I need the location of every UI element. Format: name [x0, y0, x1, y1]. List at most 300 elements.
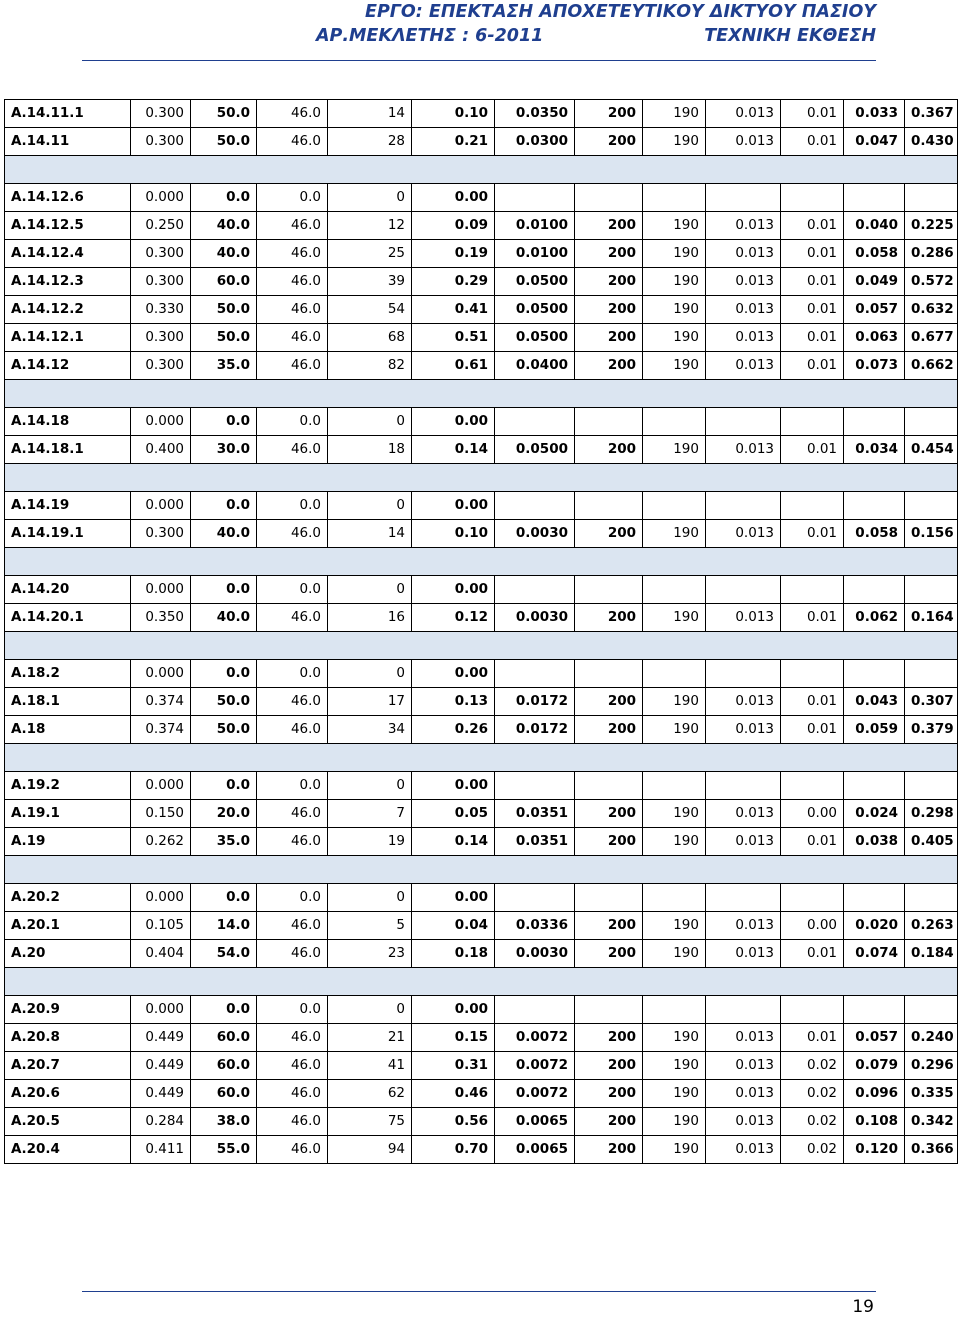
value-cell: 0 — [328, 576, 412, 604]
table-row — [5, 828, 958, 856]
table-row — [5, 604, 958, 632]
table-row — [5, 352, 958, 380]
value-cell: 0.073 — [844, 352, 905, 380]
value-cell: 0.0 — [191, 576, 257, 604]
spacer-cell — [131, 548, 191, 576]
table-row — [5, 772, 958, 800]
value-cell: 0.013 — [706, 1080, 781, 1108]
value-cell — [905, 660, 958, 688]
value-cell — [781, 996, 844, 1024]
value-cell: 0.02 — [781, 1108, 844, 1136]
table-row — [5, 520, 958, 548]
spacer-cell — [412, 464, 495, 492]
spacer-cell — [495, 380, 575, 408]
value-cell: 200 — [575, 352, 643, 380]
spacer-cell — [643, 464, 706, 492]
value-cell: 0.00 — [412, 184, 495, 212]
spacer-cell — [706, 856, 781, 884]
value-cell: 200 — [575, 268, 643, 296]
value-cell: 46.0 — [257, 128, 328, 156]
spacer-row — [5, 856, 958, 884]
table-row — [5, 100, 958, 128]
value-cell: 0.01 — [781, 716, 844, 744]
value-cell: 0.0 — [257, 408, 328, 436]
table-row — [5, 940, 958, 968]
value-cell — [495, 996, 575, 1024]
value-cell — [575, 492, 643, 520]
spacer-cell — [5, 744, 131, 772]
spacer-row — [5, 968, 958, 996]
node-id-cell: Α.14.12.1 — [5, 324, 131, 352]
study-number: ΑΡ.ΜΕΚΛΕΤΗΣ : 6-2011 — [316, 26, 544, 46]
value-cell: 0.0100 — [495, 212, 575, 240]
value-cell — [643, 660, 706, 688]
value-cell: 0.0072 — [495, 1052, 575, 1080]
value-cell: 46.0 — [257, 1080, 328, 1108]
node-id-cell: Α.20.2 — [5, 884, 131, 912]
spacer-row — [5, 548, 958, 576]
value-cell: 0.0500 — [495, 436, 575, 464]
spacer-cell — [905, 464, 958, 492]
spacer-cell — [905, 632, 958, 660]
value-cell: 38.0 — [191, 1108, 257, 1136]
value-cell: 0.00 — [781, 912, 844, 940]
value-cell: 0.374 — [131, 688, 191, 716]
value-cell: 46.0 — [257, 436, 328, 464]
spacer-row — [5, 464, 958, 492]
value-cell: 46.0 — [257, 688, 328, 716]
value-cell: 0.063 — [844, 324, 905, 352]
value-cell: 190 — [643, 1024, 706, 1052]
node-id-cell: Α.14.18.1 — [5, 436, 131, 464]
value-cell: 0.058 — [844, 240, 905, 268]
value-cell: 14 — [328, 520, 412, 548]
value-cell: 62 — [328, 1080, 412, 1108]
value-cell — [575, 884, 643, 912]
node-id-cell: Α.20 — [5, 940, 131, 968]
value-cell: 0.29 — [412, 268, 495, 296]
value-cell: 0.10 — [412, 520, 495, 548]
value-cell: 0.26 — [412, 716, 495, 744]
value-cell: 0.400 — [131, 436, 191, 464]
value-cell: 190 — [643, 128, 706, 156]
spacer-cell — [328, 548, 412, 576]
value-cell: 0 — [328, 884, 412, 912]
value-cell: 0.013 — [706, 296, 781, 324]
value-cell: 0.0072 — [495, 1024, 575, 1052]
value-cell: 0 — [328, 772, 412, 800]
table-row — [5, 184, 958, 212]
value-cell: 46.0 — [257, 716, 328, 744]
value-cell: 39 — [328, 268, 412, 296]
value-cell — [575, 408, 643, 436]
value-cell: 0.02 — [781, 1080, 844, 1108]
value-cell: 46.0 — [257, 828, 328, 856]
value-cell: 0.0500 — [495, 268, 575, 296]
value-cell: 16 — [328, 604, 412, 632]
value-cell — [706, 492, 781, 520]
table-row — [5, 688, 958, 716]
value-cell: 40.0 — [191, 212, 257, 240]
value-cell: 0.000 — [131, 884, 191, 912]
spacer-cell — [5, 548, 131, 576]
spacer-cell — [257, 380, 328, 408]
spacer-cell — [412, 968, 495, 996]
value-cell: 190 — [643, 716, 706, 744]
table-row — [5, 324, 958, 352]
spacer-cell — [643, 744, 706, 772]
spacer-cell — [495, 744, 575, 772]
value-cell: 0.0172 — [495, 716, 575, 744]
value-cell: 190 — [643, 1136, 706, 1164]
spacer-cell — [328, 744, 412, 772]
spacer-cell — [5, 968, 131, 996]
value-cell — [781, 660, 844, 688]
value-cell: 0.013 — [706, 212, 781, 240]
value-cell: 0.034 — [844, 436, 905, 464]
value-cell: 0.120 — [844, 1136, 905, 1164]
spacer-cell — [257, 464, 328, 492]
header-rule — [82, 60, 876, 61]
value-cell: 0.15 — [412, 1024, 495, 1052]
value-cell: 0.013 — [706, 352, 781, 380]
spacer-cell — [575, 744, 643, 772]
value-cell: 0.00 — [412, 492, 495, 520]
spacer-cell — [328, 380, 412, 408]
value-cell: 54.0 — [191, 940, 257, 968]
value-cell: 0.184 — [905, 940, 958, 968]
node-id-cell: Α.14.18 — [5, 408, 131, 436]
value-cell — [905, 492, 958, 520]
value-cell: 200 — [575, 1136, 643, 1164]
table-row — [5, 1024, 958, 1052]
value-cell: 82 — [328, 352, 412, 380]
spacer-cell — [131, 156, 191, 184]
table-row — [5, 884, 958, 912]
value-cell: 0.0 — [191, 492, 257, 520]
table-row — [5, 296, 958, 324]
value-cell: 46.0 — [257, 324, 328, 352]
value-cell: 200 — [575, 100, 643, 128]
value-cell: 46.0 — [257, 1136, 328, 1164]
spacer-cell — [643, 380, 706, 408]
spacer-cell — [575, 380, 643, 408]
value-cell — [706, 660, 781, 688]
value-cell: 0.411 — [131, 1136, 191, 1164]
value-cell: 0.049 — [844, 268, 905, 296]
value-cell: 0.00 — [412, 772, 495, 800]
value-cell: 0.043 — [844, 688, 905, 716]
value-cell: 0.013 — [706, 100, 781, 128]
value-cell — [905, 408, 958, 436]
value-cell: 34 — [328, 716, 412, 744]
spacer-cell — [781, 464, 844, 492]
value-cell: 0.013 — [706, 268, 781, 296]
value-cell: 0.000 — [131, 492, 191, 520]
spacer-cell — [131, 380, 191, 408]
spacer-cell — [495, 156, 575, 184]
value-cell: 0.059 — [844, 716, 905, 744]
value-cell — [905, 884, 958, 912]
node-id-cell: Α.14.12.2 — [5, 296, 131, 324]
value-cell: 0.0 — [257, 660, 328, 688]
value-cell: 0.00 — [412, 408, 495, 436]
value-cell: 190 — [643, 240, 706, 268]
value-cell: 0.70 — [412, 1136, 495, 1164]
value-cell: 0.0 — [191, 184, 257, 212]
value-cell: 46.0 — [257, 296, 328, 324]
node-id-cell: Α.20.7 — [5, 1052, 131, 1080]
spacer-cell — [643, 548, 706, 576]
spacer-cell — [575, 156, 643, 184]
value-cell: 0.01 — [781, 1024, 844, 1052]
value-cell: 0.296 — [905, 1052, 958, 1080]
table-body — [5, 100, 958, 1164]
value-cell: 46.0 — [257, 352, 328, 380]
value-cell: 190 — [643, 520, 706, 548]
node-id-cell: Α.14.11 — [5, 128, 131, 156]
value-cell: 40.0 — [191, 604, 257, 632]
value-cell: 12 — [328, 212, 412, 240]
spacer-cell — [781, 856, 844, 884]
spacer-cell — [131, 744, 191, 772]
value-cell: 200 — [575, 688, 643, 716]
value-cell: 14 — [328, 100, 412, 128]
value-cell: 0.000 — [131, 408, 191, 436]
value-cell: 0.366 — [905, 1136, 958, 1164]
value-cell: 0.02 — [781, 1136, 844, 1164]
value-cell: 0.0500 — [495, 324, 575, 352]
value-cell: 0.09 — [412, 212, 495, 240]
value-cell: 0.0 — [257, 884, 328, 912]
value-cell: 0.330 — [131, 296, 191, 324]
value-cell: 0.300 — [131, 240, 191, 268]
value-cell: 0.00 — [412, 884, 495, 912]
value-cell: 50.0 — [191, 100, 257, 128]
value-cell: 0.013 — [706, 1052, 781, 1080]
value-cell: 68 — [328, 324, 412, 352]
value-cell: 0.0351 — [495, 800, 575, 828]
spacer-row — [5, 632, 958, 660]
value-cell: 0.46 — [412, 1080, 495, 1108]
spacer-cell — [191, 856, 257, 884]
value-cell — [781, 576, 844, 604]
value-cell: 0.307 — [905, 688, 958, 716]
value-cell: 0.240 — [905, 1024, 958, 1052]
value-cell: 0 — [328, 660, 412, 688]
value-cell: 0.0 — [257, 492, 328, 520]
value-cell: 46.0 — [257, 604, 328, 632]
value-cell: 60.0 — [191, 1080, 257, 1108]
value-cell: 0.572 — [905, 268, 958, 296]
value-cell: 200 — [575, 128, 643, 156]
spacer-cell — [575, 968, 643, 996]
spacer-cell — [905, 744, 958, 772]
value-cell: 0.013 — [706, 716, 781, 744]
value-cell: 46.0 — [257, 1108, 328, 1136]
value-cell: 35.0 — [191, 352, 257, 380]
value-cell: 0.000 — [131, 660, 191, 688]
value-cell: 54 — [328, 296, 412, 324]
value-cell — [706, 996, 781, 1024]
page-number: 19 — [852, 1297, 874, 1317]
spacer-cell — [191, 548, 257, 576]
value-cell: 0.0 — [191, 660, 257, 688]
value-cell: 0.449 — [131, 1052, 191, 1080]
value-cell: 46.0 — [257, 800, 328, 828]
value-cell — [844, 576, 905, 604]
value-cell: 0.01 — [781, 324, 844, 352]
table-row — [5, 1108, 958, 1136]
node-id-cell: Α.14.12.3 — [5, 268, 131, 296]
spacer-cell — [257, 856, 328, 884]
value-cell: 0.0400 — [495, 352, 575, 380]
spacer-cell — [781, 380, 844, 408]
value-cell: 0.31 — [412, 1052, 495, 1080]
value-cell: 0.01 — [781, 352, 844, 380]
value-cell: 17 — [328, 688, 412, 716]
value-cell: 46.0 — [257, 240, 328, 268]
value-cell: 0 — [328, 492, 412, 520]
node-id-cell: Α.18.1 — [5, 688, 131, 716]
spacer-cell — [257, 744, 328, 772]
value-cell: 7 — [328, 800, 412, 828]
value-cell: 190 — [643, 604, 706, 632]
table-row — [5, 1136, 958, 1164]
value-cell — [575, 996, 643, 1024]
value-cell: 0.013 — [706, 688, 781, 716]
table-row — [5, 716, 958, 744]
spacer-cell — [781, 156, 844, 184]
spacer-cell — [495, 464, 575, 492]
value-cell: 0.00 — [781, 800, 844, 828]
value-cell: 40.0 — [191, 520, 257, 548]
node-id-cell: Α.20.5 — [5, 1108, 131, 1136]
value-cell: 0.262 — [131, 828, 191, 856]
spacer-row — [5, 744, 958, 772]
spacer-cell — [706, 744, 781, 772]
value-cell — [905, 184, 958, 212]
spacer-cell — [328, 632, 412, 660]
value-cell: 0.404 — [131, 940, 191, 968]
spacer-cell — [905, 380, 958, 408]
value-cell: 0.379 — [905, 716, 958, 744]
value-cell: 190 — [643, 268, 706, 296]
value-cell: 190 — [643, 1108, 706, 1136]
spacer-cell — [257, 968, 328, 996]
value-cell — [844, 772, 905, 800]
value-cell — [575, 660, 643, 688]
value-cell: 0.0300 — [495, 128, 575, 156]
value-cell: 19 — [328, 828, 412, 856]
value-cell: 20.0 — [191, 800, 257, 828]
value-cell: 0.01 — [781, 296, 844, 324]
value-cell — [575, 184, 643, 212]
value-cell: 0.05 — [412, 800, 495, 828]
value-cell: 0.21 — [412, 128, 495, 156]
value-cell: 46.0 — [257, 1052, 328, 1080]
value-cell: 50.0 — [191, 324, 257, 352]
value-cell: 0.013 — [706, 1136, 781, 1164]
node-id-cell: Α.14.19 — [5, 492, 131, 520]
node-id-cell: Α.14.12.4 — [5, 240, 131, 268]
value-cell — [643, 408, 706, 436]
spacer-cell — [257, 632, 328, 660]
value-cell: 50.0 — [191, 296, 257, 324]
table-row — [5, 800, 958, 828]
spacer-cell — [191, 380, 257, 408]
value-cell: 18 — [328, 436, 412, 464]
spacer-cell — [844, 856, 905, 884]
node-id-cell: Α.19 — [5, 828, 131, 856]
value-cell: 0.150 — [131, 800, 191, 828]
table-row — [5, 212, 958, 240]
value-cell: 0.14 — [412, 436, 495, 464]
value-cell: 60.0 — [191, 1024, 257, 1052]
value-cell: 0.677 — [905, 324, 958, 352]
value-cell: 46.0 — [257, 520, 328, 548]
value-cell: 200 — [575, 436, 643, 464]
value-cell: 0.02 — [781, 1052, 844, 1080]
value-cell: 0.350 — [131, 604, 191, 632]
table-row — [5, 1080, 958, 1108]
spacer-cell — [706, 548, 781, 576]
value-cell: 0.000 — [131, 576, 191, 604]
value-cell — [495, 772, 575, 800]
spacer-cell — [328, 968, 412, 996]
value-cell: 0.0030 — [495, 940, 575, 968]
spacer-cell — [706, 968, 781, 996]
node-id-cell: Α.20.1 — [5, 912, 131, 940]
value-cell: 28 — [328, 128, 412, 156]
value-cell: 75 — [328, 1108, 412, 1136]
value-cell — [575, 576, 643, 604]
value-cell: 0.013 — [706, 1024, 781, 1052]
value-cell: 46.0 — [257, 100, 328, 128]
value-cell — [905, 576, 958, 604]
value-cell: 190 — [643, 436, 706, 464]
value-cell: 30.0 — [191, 436, 257, 464]
value-cell — [643, 884, 706, 912]
table-row — [5, 912, 958, 940]
spacer-cell — [575, 856, 643, 884]
value-cell: 0.18 — [412, 940, 495, 968]
value-cell — [495, 576, 575, 604]
value-cell — [643, 492, 706, 520]
spacer-cell — [5, 464, 131, 492]
value-cell: 46.0 — [257, 912, 328, 940]
value-cell: 0.0 — [257, 996, 328, 1024]
value-cell — [495, 884, 575, 912]
spacer-cell — [328, 856, 412, 884]
header-subline — [316, 24, 876, 48]
spacer-cell — [495, 856, 575, 884]
value-cell: 0.12 — [412, 604, 495, 632]
value-cell — [781, 772, 844, 800]
table-row — [5, 408, 958, 436]
spacer-cell — [328, 156, 412, 184]
spacer-cell — [706, 156, 781, 184]
spacer-cell — [257, 548, 328, 576]
value-cell — [844, 184, 905, 212]
report-type: ΤΕΧΝΙΚΗ ΕΚΘΕΣΗ — [704, 26, 876, 46]
value-cell: 0.062 — [844, 604, 905, 632]
value-cell: 0.405 — [905, 828, 958, 856]
value-cell: 46.0 — [257, 212, 328, 240]
value-cell: 190 — [643, 100, 706, 128]
node-id-cell: Α.14.11.1 — [5, 100, 131, 128]
value-cell: 200 — [575, 1052, 643, 1080]
